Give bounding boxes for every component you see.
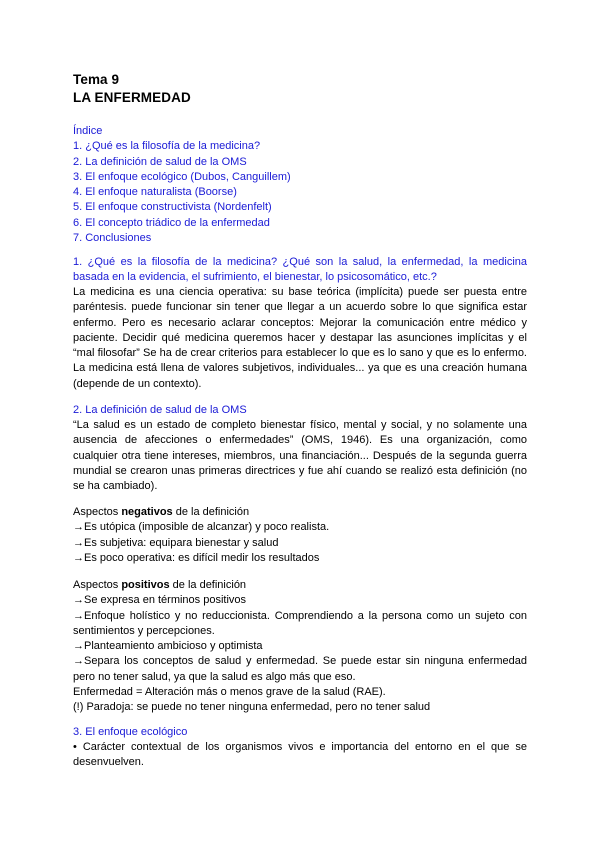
- index-item: 2. La definición de salud de la OMS: [73, 155, 247, 168]
- positive-aspects-heading: Aspectos positivos de la definición: [73, 579, 247, 591]
- section-1-body: [73, 285, 527, 392]
- paragraph-line: ausencia de afecciones o enfermedades” (OMS, 1946). Es una organización, como: [73, 434, 527, 447]
- page-title: LA ENFERMEDAD: [73, 90, 191, 105]
- list-item: pero no tener salud, ya que la salud es algo más que eso.: [73, 670, 356, 683]
- list-item: →Es utópica (imposible de alcanzar) y poco realista.: [73, 521, 330, 534]
- positive-aspects: [73, 578, 527, 716]
- paragraph-line: paréntesis. puede funcionar sin tener que llegar a un acuerdo sobre lo que significa estar: [73, 301, 527, 314]
- paragraph-line: mundial se crearon unas primeras directrices y fue ahí cuando se realizó esta definición (no: [73, 464, 527, 477]
- paragraph-line: La medicina es una ciencia operativa: su base teórica (implícita) puede ser puesta entre: [73, 286, 527, 298]
- list-item: Enfermedad = Alteración más o menos grave de la salud (RAE).: [73, 686, 386, 699]
- list-item: →Es subjetiva: equipara bienestar y salud: [73, 536, 279, 549]
- list-item: →Es poco operativa: es difícil medir los resultados: [73, 551, 320, 564]
- paragraph-line: (depende de un contexto).: [73, 377, 202, 390]
- list-item: sentimientos y percepciones.: [73, 624, 215, 637]
- paragraph-line: se ha cambiado).: [73, 480, 158, 493]
- paragraph-line: La medicina está llena de valores subjetivos, individuales... ya que es una creación humana: [73, 362, 527, 375]
- index-heading: Índice: [73, 125, 103, 137]
- section-2-body: [73, 418, 527, 494]
- negative-aspects: [73, 505, 527, 566]
- index-item: 7. Conclusiones: [73, 232, 152, 245]
- section-1-heading: [73, 255, 527, 286]
- list-item: (!) Paradoja: se puede no tener ninguna enfermedad, pero no tener salud: [73, 701, 431, 714]
- index-item: 4. El enfoque naturalista (Boorse): [73, 186, 237, 199]
- list-item: →Se expresa en términos positivos: [73, 594, 247, 607]
- index-item: 3. El enfoque ecológico (Dubos, Canguillem): [73, 170, 291, 183]
- heading-line: basada en la evidencia, el sufrimiento, el bienestar, lo psicosomático, etc.?: [73, 271, 437, 284]
- paragraph-line: “La salud es un estado de completo bienestar físico, mental y social, y no solamente una: [73, 419, 527, 431]
- index-block: [73, 124, 527, 246]
- paragraph-line: “mal filosofar” Se ha de crear criterios para establecer lo que es lo sano y que es lo enfermo.: [73, 347, 527, 360]
- section-3-body: [73, 740, 527, 771]
- bullet-line: desenvuelven.: [73, 756, 144, 769]
- bullet-line: • Carácter contextual de los organismos vivos e importancia del entorno en el que se: [73, 741, 527, 753]
- topic-number: Tema 9: [73, 72, 120, 87]
- paragraph-line: enfermo. Pero es necesario aclarar conceptos: Mejorar la comunicación entre médico y: [73, 316, 527, 329]
- list-item: →Enfoque holístico y no reduccionista. Comprendiendo a la persona como un sujeto con: [73, 609, 527, 622]
- section-2-heading: 2. La definición de salud de la OMS: [73, 404, 247, 416]
- list-item: →Planteamiento ambicioso y optimista: [73, 640, 263, 653]
- index-item: 6. El concepto triádico de la enfermedad: [73, 216, 270, 229]
- heading-line: 1. ¿Qué es la filosofía de la medicina? ¿Qué son la salud, la enfermedad, la medicina: [73, 256, 527, 268]
- index-item: 1. ¿Qué es la filosofía de la medicina?: [73, 140, 261, 153]
- index-item: 5. El enfoque constructivista (Nordenfelt): [73, 201, 272, 214]
- paragraph-line: cualquier otra tiene intereses, miembros, una financiación... Después de la segunda guerra: [73, 449, 527, 462]
- paragraph-line: paciente. Decidir qué medicina queremos hacer y destapar las asunciones implícitas y el: [73, 331, 527, 344]
- section-3-heading: 3. El enfoque ecológico: [73, 726, 188, 738]
- negative-aspects-heading: Aspectos negativos de la definición: [73, 506, 250, 518]
- list-item: →Separa los conceptos de salud y enfermedad. Se puede estar sin ninguna enfermedad: [73, 655, 527, 668]
